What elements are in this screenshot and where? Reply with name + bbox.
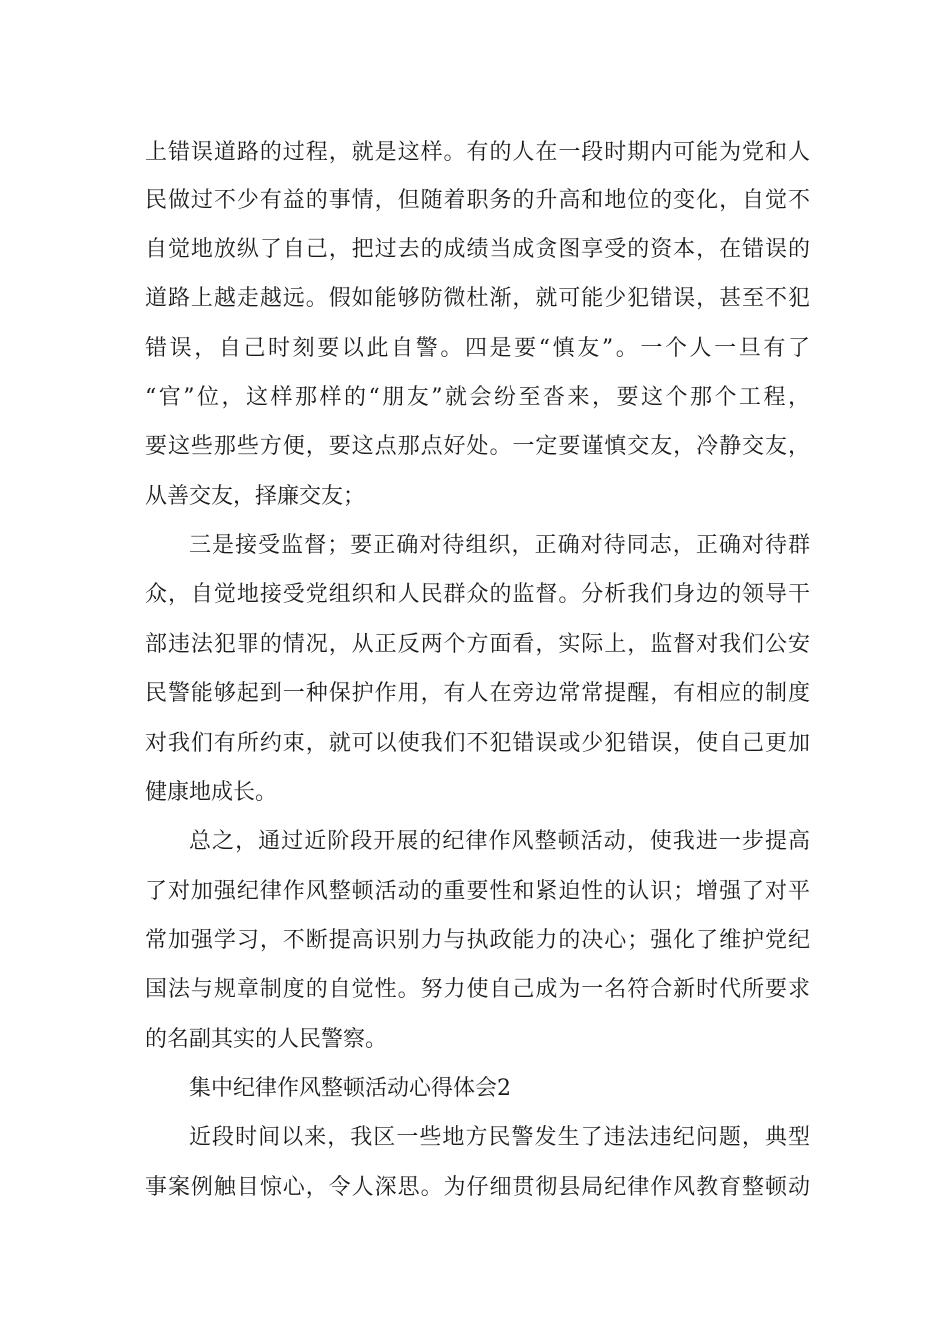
section-heading: 集中纪律作风整顿活动心得体会2: [189, 1076, 511, 1101]
text-line: 民做过不少有益的事情，但随着职务的升高和地位的变化，自觉不: [145, 188, 810, 213]
text-line: 上错误道路的过程，就是这样。有的人在一段时期内可能为党和人: [145, 140, 810, 165]
text-line: 错误，自己时刻要以此自警。四是要“慎友”。一个人一旦有了: [145, 336, 810, 361]
text-line: 国法与规章制度的自觉性。努力使自己成为一名符合新时代所要求: [145, 977, 810, 1002]
text-line: 的名副其实的人民警察。: [145, 1027, 388, 1052]
paragraph-start-line: 近段时间以来，我区一些地方民警发生了违法违纪问题，典型: [189, 1125, 810, 1150]
paragraph-start-line: 总之，通过近阶段开展的纪律作风整顿活动，使我进一步提高: [189, 829, 810, 854]
text-line: 自觉地放纵了自己，把过去的成绩当成贪图享受的资本，在错误的: [145, 237, 810, 262]
text-line: 了对加强纪律作风整顿活动的重要性和紧迫性的认识；增强了对平: [145, 879, 810, 904]
text-line: 常加强学习，不断提高识别力与执政能力的决心；强化了维护党纪: [145, 928, 810, 953]
text-line: 从善交友，择廉交友；: [145, 484, 366, 509]
text-line: 对我们有所约束，就可以使我们不犯错误或少犯错误，使自己更加: [145, 731, 810, 756]
text-line: 事案例触目惊心，令人深思。为仔细贯彻县局纪律作风教育整顿动: [145, 1175, 810, 1200]
text-line: 要这些那些方便，要这点那点好处。一定要谨慎交友，冷静交友，: [145, 434, 810, 459]
text-line: 道路上越走越远。假如能够防微杜渐，就可能少犯错误，甚至不犯: [145, 286, 810, 311]
text-line: “官”位，这样那样的“朋友”就会纷至沓来，要这个那个工程，: [145, 385, 810, 410]
text-line: 部违法犯罪的情况，从正反两个方面看，实际上，监督对我们公安: [145, 632, 810, 657]
paragraph-start-line: 三是接受监督；要正确对待组织，正确对待同志，正确对待群: [189, 533, 810, 558]
text-line: 民警能够起到一种保护作用，有人在旁边常常提醒，有相应的制度: [145, 681, 810, 706]
text-line: 众，自觉地接受党组织和人民群众的监督。分析我们身边的领导干: [145, 582, 810, 607]
text-line: 健康地成长。: [145, 780, 278, 805]
